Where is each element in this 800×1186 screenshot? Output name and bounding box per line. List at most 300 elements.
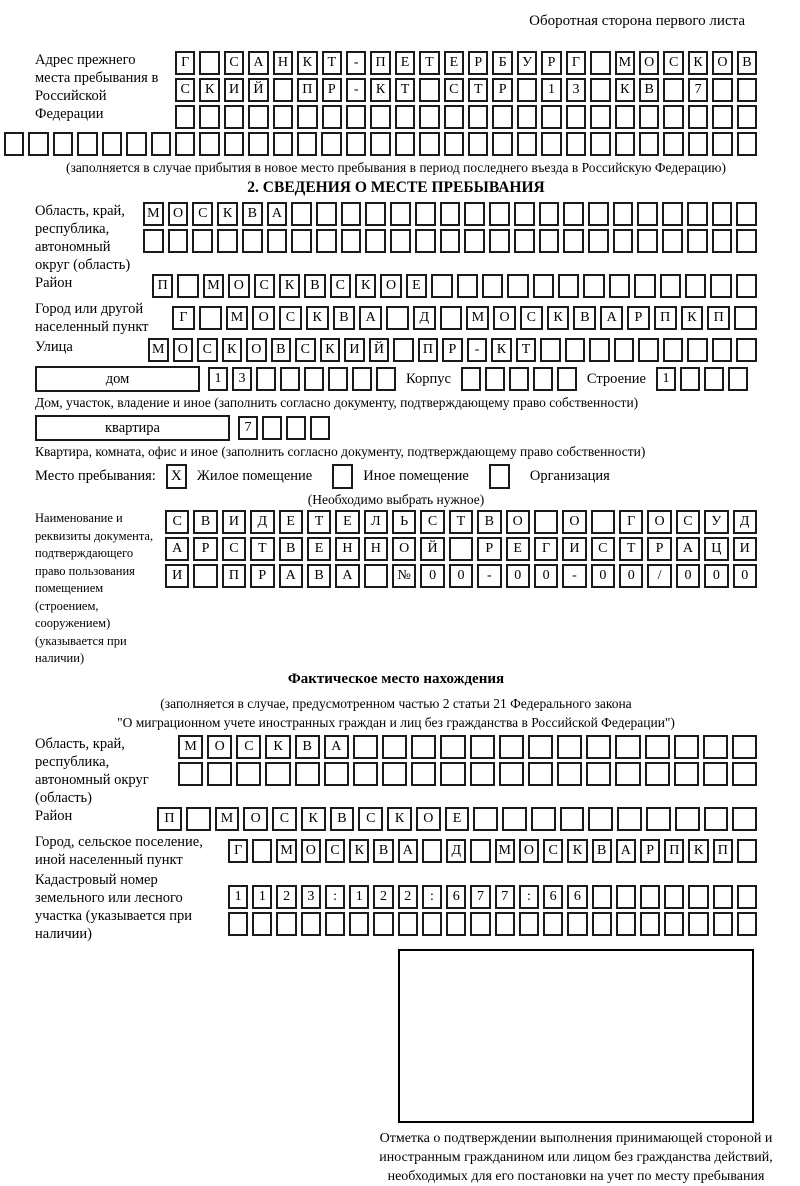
char-cell[interactable] [341,202,362,226]
char-cell[interactable] [674,762,699,786]
char-cell[interactable]: № [392,564,416,588]
char-cell[interactable]: В [573,306,596,330]
char-cell[interactable] [382,735,407,759]
char-cell[interactable] [589,338,610,362]
char-cell[interactable] [390,202,411,226]
char-cell[interactable] [291,202,312,226]
char-cell[interactable] [186,807,211,831]
char-cell[interactable] [353,762,378,786]
char-cell[interactable] [341,229,362,253]
char-cell[interactable] [688,885,708,909]
char-cell[interactable] [470,735,495,759]
organization-checkbox[interactable] [489,464,510,489]
char-cell[interactable] [256,367,276,391]
char-cell[interactable]: Р [627,306,650,330]
char-cell[interactable]: - [346,78,366,102]
char-cell[interactable] [637,202,658,226]
char-cell[interactable] [675,807,700,831]
char-cell[interactable]: П [157,807,182,831]
char-cell[interactable] [53,132,73,156]
char-cell[interactable]: О [301,839,321,863]
char-cell[interactable]: 7 [470,885,490,909]
char-cell[interactable]: - [467,338,488,362]
char-cell[interactable]: О [712,51,732,75]
char-cell[interactable]: Р [193,537,217,561]
char-cell[interactable] [365,229,386,253]
char-cell[interactable] [687,338,708,362]
char-cell[interactable] [664,885,684,909]
char-cell[interactable] [473,807,498,831]
char-cell[interactable] [590,132,610,156]
char-cell[interactable] [440,735,465,759]
char-cell[interactable] [534,510,558,534]
char-cell[interactable] [470,839,490,863]
char-cell[interactable]: О [519,839,539,863]
char-cell[interactable] [539,202,560,226]
char-cell[interactable]: О [207,735,232,759]
char-cell[interactable]: М [178,735,203,759]
char-cell[interactable] [217,229,238,253]
char-cell[interactable] [346,105,366,129]
char-cell[interactable] [457,274,478,298]
char-cell[interactable] [680,367,700,391]
char-cell[interactable]: Р [492,78,512,102]
char-cell[interactable]: В [737,51,757,75]
char-cell[interactable] [663,105,683,129]
char-cell[interactable]: К [547,306,570,330]
char-cell[interactable]: О [243,807,268,831]
char-cell[interactable]: 0 [449,564,473,588]
char-cell[interactable]: О [562,510,586,534]
char-cell[interactable]: 1 [228,885,248,909]
char-cell[interactable] [737,78,757,102]
char-cell[interactable] [615,105,635,129]
char-cell[interactable]: А [676,537,700,561]
char-cell[interactable] [224,132,244,156]
char-cell[interactable]: В [373,839,393,863]
char-cell[interactable] [528,735,553,759]
char-cell[interactable]: О [416,807,441,831]
char-cell[interactable]: Е [406,274,427,298]
char-cell[interactable]: И [344,338,365,362]
char-cell[interactable] [390,229,411,253]
char-cell[interactable] [207,762,232,786]
char-cell[interactable]: М [615,51,635,75]
char-cell[interactable] [663,132,683,156]
char-cell[interactable] [687,202,708,226]
char-cell[interactable]: Г [566,51,586,75]
char-cell[interactable] [613,229,634,253]
char-cell[interactable] [663,78,683,102]
char-cell[interactable] [637,229,658,253]
char-cell[interactable]: / [647,564,671,588]
char-cell[interactable] [224,105,244,129]
char-cell[interactable] [411,735,436,759]
house-type-box[interactable]: дом [35,366,200,392]
char-cell[interactable]: 2 [398,885,418,909]
char-cell[interactable] [704,367,724,391]
char-cell[interactable] [634,274,655,298]
char-cell[interactable] [352,367,372,391]
char-cell[interactable] [398,912,418,936]
char-cell[interactable]: В [279,537,303,561]
char-cell[interactable] [662,202,683,226]
char-cell[interactable] [373,912,393,936]
char-cell[interactable]: С [663,51,683,75]
char-cell[interactable] [543,912,563,936]
char-cell[interactable] [262,416,282,440]
char-cell[interactable] [688,912,708,936]
char-cell[interactable] [273,132,293,156]
char-cell[interactable]: Т [419,51,439,75]
char-cell[interactable] [586,762,611,786]
char-cell[interactable]: А [600,306,623,330]
char-cell[interactable]: С [520,306,543,330]
char-cell[interactable] [470,762,495,786]
char-cell[interactable]: Ь [392,510,416,534]
char-cell[interactable] [732,762,757,786]
other-premises-checkbox[interactable] [332,464,353,489]
char-cell[interactable]: К [199,78,219,102]
char-cell[interactable]: И [562,537,586,561]
char-cell[interactable] [541,132,561,156]
char-cell[interactable] [291,229,312,253]
char-cell[interactable]: Р [640,839,660,863]
char-cell[interactable] [590,105,610,129]
char-cell[interactable] [736,202,757,226]
char-cell[interactable]: Д [413,306,436,330]
char-cell[interactable]: О [228,274,249,298]
char-cell[interactable] [736,274,757,298]
char-cell[interactable]: Г [534,537,558,561]
char-cell[interactable]: К [279,274,300,298]
char-cell[interactable] [382,762,407,786]
char-cell[interactable]: А [335,564,359,588]
char-cell[interactable]: Г [228,839,248,863]
char-cell[interactable] [591,510,615,534]
char-cell[interactable] [704,807,729,831]
char-cell[interactable] [178,762,203,786]
char-cell[interactable]: Й [420,537,444,561]
char-cell[interactable] [517,132,537,156]
char-cell[interactable]: О [493,306,516,330]
char-cell[interactable] [590,78,610,102]
char-cell[interactable]: А [359,306,382,330]
char-cell[interactable]: Е [506,537,530,561]
char-cell[interactable]: О [639,51,659,75]
char-cell[interactable] [276,912,296,936]
char-cell[interactable]: Т [449,510,473,534]
char-cell[interactable]: Й [248,78,268,102]
char-cell[interactable]: В [271,338,292,362]
char-cell[interactable]: О [506,510,530,534]
char-cell[interactable] [444,132,464,156]
char-cell[interactable]: Е [395,51,415,75]
char-cell[interactable]: М [276,839,296,863]
char-cell[interactable] [712,338,733,362]
char-cell[interactable] [316,202,337,226]
char-cell[interactable]: В [639,78,659,102]
char-cell[interactable]: О [380,274,401,298]
char-cell[interactable] [507,274,528,298]
char-cell[interactable]: К [217,202,238,226]
char-cell[interactable] [557,735,582,759]
char-cell[interactable] [431,274,452,298]
char-cell[interactable] [267,229,288,253]
char-cell[interactable] [685,274,706,298]
char-cell[interactable] [321,132,341,156]
char-cell[interactable]: М [226,306,249,330]
char-cell[interactable]: В [333,306,356,330]
char-cell[interactable]: С [197,338,218,362]
char-cell[interactable]: С [676,510,700,534]
char-cell[interactable]: К [306,306,329,330]
char-cell[interactable]: Н [364,537,388,561]
char-cell[interactable] [703,735,728,759]
char-cell[interactable] [615,762,640,786]
char-cell[interactable] [586,735,611,759]
char-cell[interactable]: К [688,51,708,75]
char-cell[interactable] [440,229,461,253]
char-cell[interactable] [713,912,733,936]
char-cell[interactable] [143,229,164,253]
char-cell[interactable] [502,807,527,831]
char-cell[interactable] [395,105,415,129]
char-cell[interactable] [242,229,263,253]
char-cell[interactable]: М [203,274,224,298]
char-cell[interactable] [346,132,366,156]
char-cell[interactable] [248,132,268,156]
char-cell[interactable]: 1 [252,885,272,909]
char-cell[interactable] [168,229,189,253]
char-cell[interactable]: : [422,885,442,909]
char-cell[interactable]: С [325,839,345,863]
char-cell[interactable] [422,912,442,936]
char-cell[interactable]: - [477,564,501,588]
char-cell[interactable] [464,202,485,226]
char-cell[interactable]: Р [442,338,463,362]
char-cell[interactable]: И [222,510,246,534]
char-cell[interactable]: М [148,338,169,362]
char-cell[interactable]: П [654,306,677,330]
char-cell[interactable]: К [688,839,708,863]
char-cell[interactable]: К [355,274,376,298]
char-cell[interactable]: С [175,78,195,102]
char-cell[interactable] [492,132,512,156]
char-cell[interactable] [199,306,222,330]
char-cell[interactable] [393,338,414,362]
char-cell[interactable]: В [477,510,501,534]
char-cell[interactable]: 3 [301,885,321,909]
char-cell[interactable]: Д [250,510,274,534]
char-cell[interactable] [28,132,48,156]
char-cell[interactable]: : [519,885,539,909]
char-cell[interactable] [489,229,510,253]
char-cell[interactable] [557,367,577,391]
char-cell[interactable]: К [222,338,243,362]
char-cell[interactable]: 0 [591,564,615,588]
char-cell[interactable] [248,105,268,129]
char-cell[interactable]: Ц [704,537,728,561]
char-cell[interactable] [324,762,349,786]
char-cell[interactable]: Д [446,839,466,863]
char-cell[interactable]: Е [335,510,359,534]
char-cell[interactable]: Т [250,537,274,561]
char-cell[interactable]: К [320,338,341,362]
char-cell[interactable] [415,229,436,253]
char-cell[interactable] [645,735,670,759]
char-cell[interactable] [440,762,465,786]
char-cell[interactable] [273,105,293,129]
char-cell[interactable]: А [398,839,418,863]
char-cell[interactable] [558,274,579,298]
char-cell[interactable] [199,132,219,156]
char-cell[interactable] [616,912,636,936]
char-cell[interactable] [422,839,442,863]
char-cell[interactable]: У [517,51,537,75]
char-cell[interactable]: П [713,839,733,863]
char-cell[interactable] [175,132,195,156]
char-cell[interactable] [517,105,537,129]
char-cell[interactable]: К [567,839,587,863]
char-cell[interactable] [734,306,757,330]
char-cell[interactable] [664,912,684,936]
char-cell[interactable]: Д [733,510,757,534]
char-cell[interactable] [728,367,748,391]
char-cell[interactable] [193,564,217,588]
char-cell[interactable]: С [543,839,563,863]
char-cell[interactable] [616,885,636,909]
char-cell[interactable] [419,132,439,156]
char-cell[interactable] [533,367,553,391]
char-cell[interactable]: К [349,839,369,863]
char-cell[interactable] [609,274,630,298]
char-cell[interactable] [444,105,464,129]
char-cell[interactable] [662,229,683,253]
char-cell[interactable]: К [681,306,704,330]
char-cell[interactable] [252,839,272,863]
char-cell[interactable]: М [215,807,240,831]
char-cell[interactable] [415,202,436,226]
char-cell[interactable]: Т [516,338,537,362]
char-cell[interactable] [736,338,757,362]
char-cell[interactable]: И [733,537,757,561]
char-cell[interactable]: В [307,564,331,588]
char-cell[interactable]: 0 [420,564,444,588]
char-cell[interactable] [449,537,473,561]
char-cell[interactable]: О [246,338,267,362]
char-cell[interactable] [364,564,388,588]
char-cell[interactable]: С [279,306,302,330]
char-cell[interactable] [712,132,732,156]
char-cell[interactable]: Б [492,51,512,75]
char-cell[interactable] [737,912,757,936]
char-cell[interactable]: С [236,735,261,759]
char-cell[interactable]: В [330,807,355,831]
char-cell[interactable]: Р [647,537,671,561]
char-cell[interactable]: С [224,51,244,75]
char-cell[interactable]: А [248,51,268,75]
char-cell[interactable]: 7 [495,885,515,909]
char-cell[interactable] [461,367,481,391]
char-cell[interactable]: О [647,510,671,534]
char-cell[interactable]: Р [541,51,561,75]
char-cell[interactable] [563,229,584,253]
char-cell[interactable] [509,367,529,391]
char-cell[interactable]: К [615,78,635,102]
char-cell[interactable] [615,132,635,156]
char-cell[interactable]: С [358,807,383,831]
char-cell[interactable]: А [616,839,636,863]
char-cell[interactable] [295,762,320,786]
char-cell[interactable]: И [224,78,244,102]
char-cell[interactable] [703,762,728,786]
char-cell[interactable] [514,202,535,226]
char-cell[interactable] [286,416,306,440]
char-cell[interactable] [588,807,613,831]
char-cell[interactable]: Е [444,51,464,75]
char-cell[interactable] [175,105,195,129]
char-cell[interactable] [482,274,503,298]
char-cell[interactable]: Е [445,807,470,831]
char-cell[interactable]: 1 [208,367,228,391]
char-cell[interactable] [310,416,330,440]
char-cell[interactable]: Й [369,338,390,362]
char-cell[interactable]: С [272,807,297,831]
char-cell[interactable] [446,912,466,936]
char-cell[interactable]: 6 [446,885,466,909]
char-cell[interactable]: И [165,564,189,588]
char-cell[interactable]: Г [172,306,195,330]
char-cell[interactable]: 1 [541,78,561,102]
char-cell[interactable]: Р [468,51,488,75]
char-cell[interactable] [151,132,171,156]
char-cell[interactable] [687,229,708,253]
char-cell[interactable]: С [444,78,464,102]
char-cell[interactable] [365,202,386,226]
residential-checkbox[interactable]: X [166,464,187,489]
char-cell[interactable] [376,367,396,391]
char-cell[interactable] [638,338,659,362]
char-cell[interactable] [468,132,488,156]
char-cell[interactable] [199,105,219,129]
char-cell[interactable] [565,338,586,362]
char-cell[interactable] [514,229,535,253]
char-cell[interactable]: М [495,839,515,863]
char-cell[interactable] [583,274,604,298]
char-cell[interactable] [297,105,317,129]
char-cell[interactable] [192,229,213,253]
char-cell[interactable] [322,105,342,129]
char-cell[interactable]: Р [477,537,501,561]
char-cell[interactable] [370,105,390,129]
char-cell[interactable] [688,105,708,129]
char-cell[interactable]: С [254,274,275,298]
char-cell[interactable]: С [330,274,351,298]
char-cell[interactable]: Е [307,537,331,561]
char-cell[interactable] [386,306,409,330]
char-cell[interactable] [737,105,757,129]
char-cell[interactable] [419,78,439,102]
char-cell[interactable]: О [173,338,194,362]
char-cell[interactable]: Е [279,510,303,534]
char-cell[interactable] [440,306,463,330]
char-cell[interactable] [563,202,584,226]
char-cell[interactable]: 0 [676,564,700,588]
char-cell[interactable]: А [165,537,189,561]
char-cell[interactable] [4,132,24,156]
char-cell[interactable] [468,105,488,129]
